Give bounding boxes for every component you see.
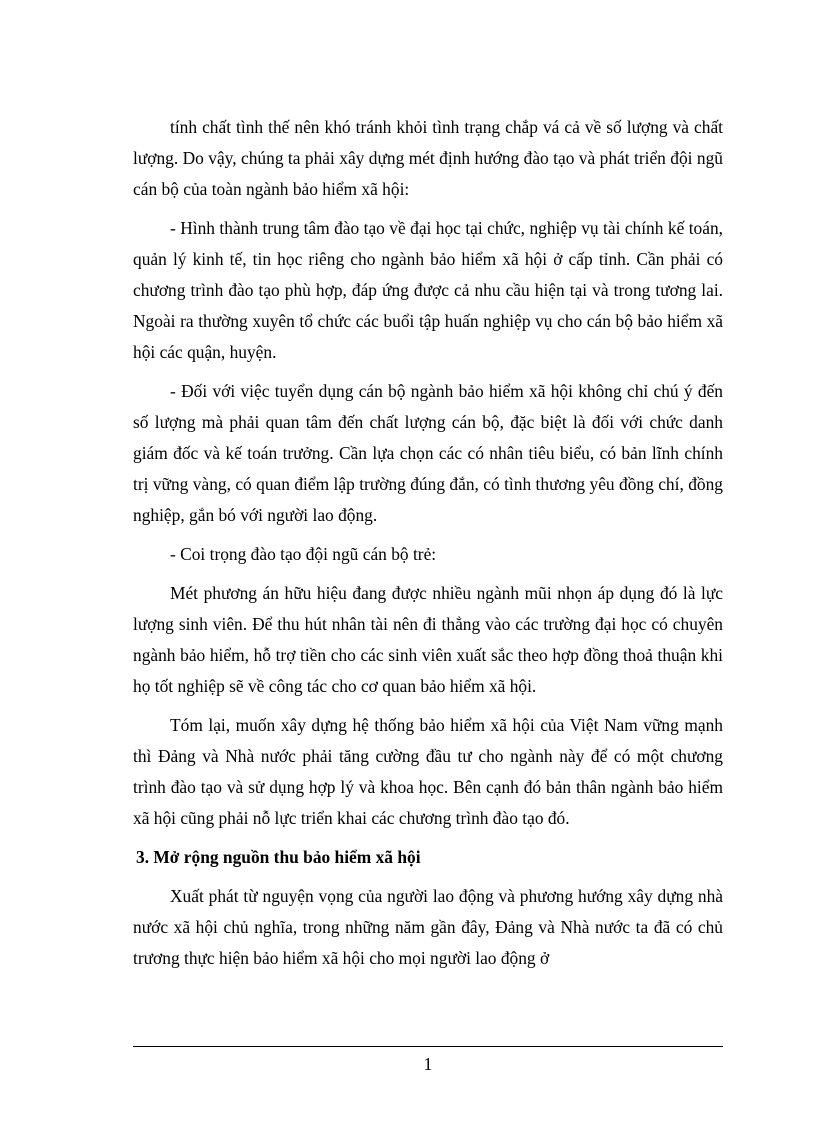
paragraph-recruitment: - Đối với việc tuyển dụng cán bộ ngành bảo hiểm xã hội không chỉ chú ý đến số lượng mà phải quan tâm đến chất lượng cán bộ, đặc biệt là đối với chức danh giám đốc và kế toán trưởng. Cần lựa chọn các có nhân tiêu biểu, có bản lĩnh chính trị vững vàng, có quan điểm lập trường đúng đắn, có tình thương yêu đồng chí, đồng nghiệp, gắn bó với người lao động.	[133, 381, 723, 525]
section-heading: 3. Mở rộng nguồn thu bảo hiểm xã hội	[136, 847, 421, 867]
footer-divider	[133, 1046, 723, 1047]
paragraph-training-center: - Hình thành trung tâm đào tạo về đại học tại chức, nghiệp vụ tài chính kế toán, quản lý kinh tế, tin học riêng cho ngành bảo hiểm xã hội ở cấp tỉnh. Cần phải có chương trình đào tạo phù hợp, đáp ứng được cả nhu cầu hiện tại và trong tương lai. Ngoài ra thường xuyên tổ chức các buổi tập huấn nghiệp vụ cho cán bộ bảo hiểm xã hội các quận, huyện.	[133, 218, 723, 362]
paragraph-intro: tính chất tình thế nên khó tránh khỏi tình trạng chắp vá cả về số lượng và chất lượng. Do vậy, chúng ta phải xây dựng mét định hướng đào tạo và phát triển đội ngũ cán bộ của toàn ngành bảo hiểm xã hội:	[133, 117, 723, 199]
paragraph-summary: Tóm lại, muốn xây dựng hệ thống bảo hiểm xã hội của Việt Nam vững mạnh thì Đảng và Nhà nước phải tăng cường đầu tư cho ngành này để có một chương trình đào tạo và sử dụng hợp lý và khoa học. Bên cạnh đó bản thân ngành bảo hiểm xã hội cũng phải nỗ lực triển khai các chương trình đào tạo đó.	[133, 715, 723, 828]
paragraph-students: Mét phương án hữu hiệu đang được nhiều ngành mũi nhọn áp dụng đó là lực lượng sinh viên. Để thu hút nhân tài nên đi thẳng vào các trường đại học có chuyên ngành bảo hiểm, hỗ trợ tiền cho các sinh viên xuất sắc theo hợp đồng thoả thuận khi họ tốt nghiệp sẽ về công tác cho cơ quan bảo hiểm xã hội.	[133, 583, 723, 696]
paragraph-young-staff: - Coi trọng đào tạo đội ngũ cán bộ trẻ:	[170, 544, 437, 564]
page-number: 1	[423, 1054, 433, 1074]
document-body	[133, 112, 723, 982]
paragraph-closing: Xuất phát từ nguyện vọng của người lao động và phương hướng xây dựng nhà nước xã hội chủ nghĩa, trong những năm gần đây, Đảng và Nhà nước ta đã có chủ trương thực hiện bảo hiểm xã hội cho mọi người lao động ở	[133, 886, 723, 968]
